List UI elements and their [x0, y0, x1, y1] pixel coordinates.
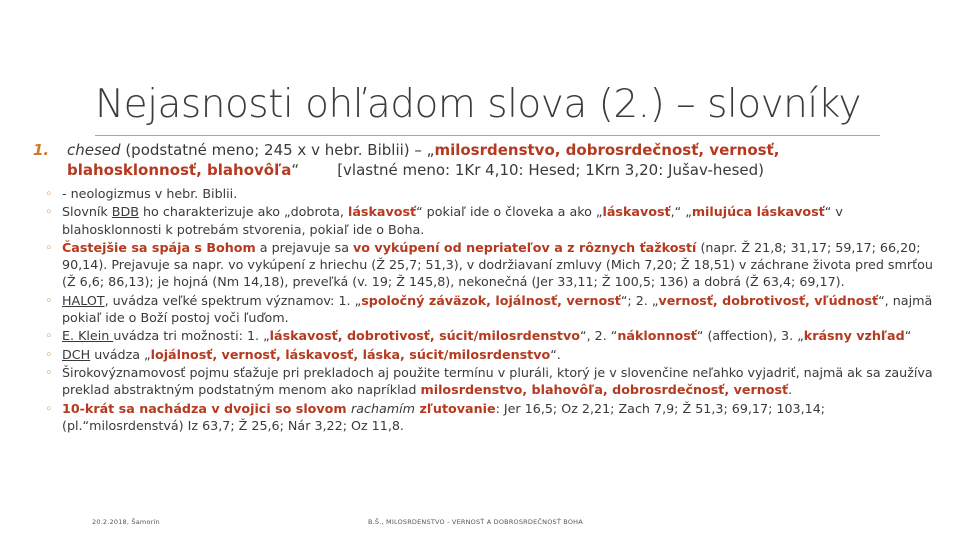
bullet-marker: ◦	[45, 292, 53, 308]
bullet-list	[45, 185, 935, 435]
bullet-marker: ◦	[45, 364, 53, 380]
term-chesed: chesed	[67, 141, 121, 159]
bullet-marker: ◦	[45, 186, 53, 201]
item-number: 1.	[33, 141, 50, 159]
source-bdb: BDB	[111, 204, 139, 220]
title-divider	[95, 135, 880, 136]
bullet-neologism: ◦ - neologizmus v hebr. Biblii.	[45, 186, 238, 201]
bullet-marker: ◦	[45, 346, 53, 362]
slide-title: Nejasnosti ohľadom slova (2.) – slovníky	[95, 82, 861, 127]
bullet-plural-translation: ◦ Širokovýznamovosť pojmu sťažuje pri prekladoch aj použite termínu v pluráli, ktorý je v slovenčine neľahko vyjadriť, najmä ak sa zaužíva preklad abstraktným podstatným menom ako napríklad milosrdenstvo, blahovôľa, dobrosrdečnosť, vernosť.	[45, 364, 933, 398]
term-rachamim: rachamím	[351, 400, 416, 416]
quote-close: “	[291, 161, 300, 179]
numbered-item-chesed	[33, 140, 903, 180]
source-klein: E. Klein	[62, 328, 114, 344]
bullet-marker: ◦	[45, 204, 53, 220]
bullet-rachamim: ◦ 10-krát sa nachádza v dvojici so slovom rachamím zľutovanie: Jer 16,5; Oz 2,21; Zach 7,9; Ž 51,3; 69,17; 103,14; (pl.“milosrdenstvá) Iz 63,7; Ž 25,6; Nár 3,22; Oz 11,8.	[45, 400, 826, 433]
term-meaning: milosrdenstvo, dobrosrdečnosť, vernosť, blahosklonnosť, blahovôľa	[67, 141, 780, 179]
footer-date-place: 20.2.2018, Šamorín	[92, 518, 160, 526]
bullet-klein: ◦ E. Klein uvádza tri možnosti: 1. „láskavosť, dobrotivosť, súcit/milosrdenstvo“, 2. “náklonnosť“ (affection), 3. „krásny vzhľad“	[45, 328, 912, 344]
bullet-dch: ◦ DCH uvádza „lojálnosť, vernosť, láskavosť, láska, súcit/milosrdenstvo“.	[45, 346, 561, 362]
proper-names: [vlastné meno: 1Kr 4,10: Hesed; 1Krn 3,20: Jušav-hesed)	[337, 161, 765, 179]
bullet-halot: ◦ HALOT, uvádza veľké spektrum významov: 1. „spoločný záväzok, lojálnosť, vernosť“; 2. „vernosť, dobrotivosť, vľúdnosť“, najmä pokiaľ ide o Boží postoj voči ľuďom.	[45, 292, 933, 326]
bullet-bdb: ◦ Slovník BDB ho charakterizuje ako „dobrota, láskavosť“ pokiaľ ide o človeka a ako „láskavosť,“ „milujúca láskavosť“ v blahosklonnosti k potrebám stvorenia, pokiaľ ide o Boha.	[45, 204, 843, 237]
source-halot: HALOT	[62, 292, 105, 308]
item-text	[67, 140, 903, 180]
bullet-marker: ◦	[45, 328, 53, 344]
bullet-marker: ◦	[45, 400, 53, 416]
footer-presentation-title: B.Š., MILOSRDENSTVO - VERNOSŤ A DOBROSRDEČNOSŤ BOHA	[368, 518, 583, 526]
source-dch: DCH	[62, 346, 91, 362]
term-description: (podstatné meno; 245 x v hebr. Biblii) – „	[120, 141, 435, 159]
bullet-god-relation: ◦ Častejšie sa spája s Bohom a prejavuje sa vo vykúpení od nepriateľov a z rôznych ťažkostí (napr. Ž 21,8; 31,17; 59,17; 66,20; 90,14). Prejavuje sa napr. vo vykúpení z hriechu (Ž 25,7; 51,3), v dodržiavaní zmluvy (Mich 7,20; Ž 18,51) v záchrane života pred smrťou (Ž 6,6; 86,13); je hojná (Nm 14,18), preveľká (v. 19; Ž 145,8), nekonečná (Jer 33,11; Ž 100,5; 136) a dobrá (Ž 63,4; 69,17).	[45, 239, 933, 290]
bullet-marker: ◦	[45, 239, 53, 255]
